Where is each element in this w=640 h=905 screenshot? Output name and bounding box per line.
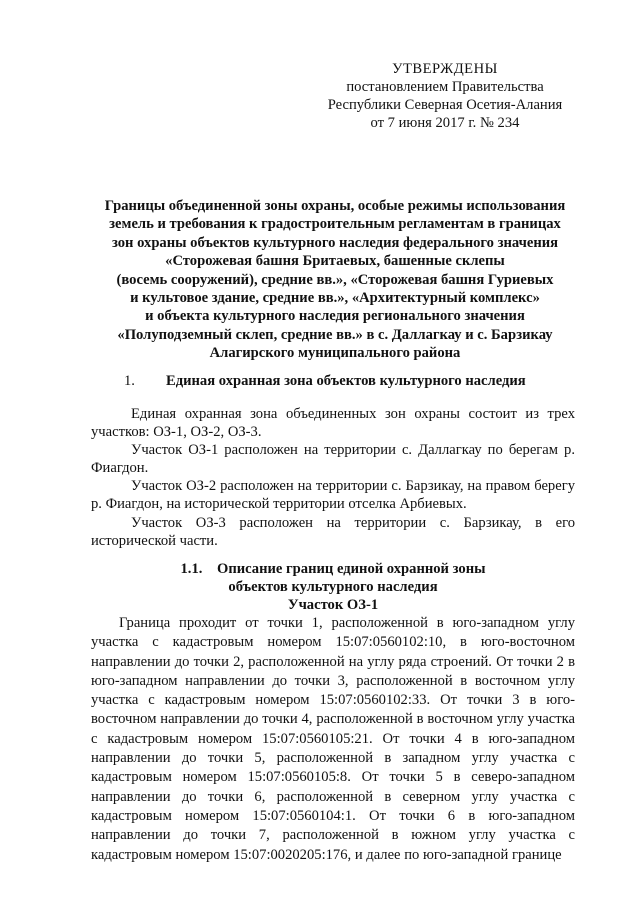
title-line: и культовое здание, средние вв.», «Архитектурный комплекс» — [130, 290, 540, 307]
subsection-title: 1.1. Описание границ единой охранной зоны — [180, 561, 486, 577]
approval-stamp — [300, 60, 590, 132]
paragraph: Единая охранная зона объединенных зон охраны состоит из трех участков: ОЗ-1, ОЗ-2, ОЗ-3. — [91, 406, 575, 441]
paragraph: Участок ОЗ-2 расположен на территории с. Барзикау, на правом берегу р. Фиагдон, на исторической территории отселка Арбиевых. — [91, 478, 575, 513]
section-number: 1. — [124, 373, 135, 389]
title-line: (восемь сооружений), средние вв.», «Сторожевая башня Гуриевых — [116, 271, 554, 288]
section-1-body — [91, 405, 575, 550]
boundary-description — [91, 614, 575, 865]
section-1-heading — [124, 372, 594, 390]
document-title — [80, 197, 590, 363]
approval-government: Республики Северная Осетия-Алания — [327, 97, 563, 114]
approval-heading: УТВЕРЖДЕНЫ — [392, 61, 498, 77]
subsection-title: объектов культурного наследия — [228, 579, 438, 596]
title-line: зон охраны объектов культурного наследия федерального значения — [111, 234, 559, 251]
paragraph: Участок ОЗ-1 расположен на территории с. Даллагкау по берегам р. Фиагдон. — [91, 442, 575, 477]
approval-issuer: постановлением Правительства — [346, 79, 544, 96]
subsection-1-1-heading — [91, 560, 575, 614]
section-title: Единая охранная зона объектов культурного наследия — [166, 373, 526, 389]
title-line: и объекта культурного наследия регионального значения — [145, 308, 525, 325]
title-line: земель и требования к градостроительным регламентам в границах — [109, 216, 561, 233]
plot-heading: Участок ОЗ-1 — [287, 597, 379, 614]
approval-date-number: от 7 июня 2017 г. № 234 — [370, 115, 520, 132]
title-line: Границы объединенной зоны охраны, особые режимы использования — [104, 198, 566, 214]
paragraph: Участок ОЗ-3 расположен на территории с. Барзикау, в его исторической части. — [91, 514, 575, 549]
title-line: Алагирского муниципального района — [209, 345, 461, 362]
title-line: «Полуподземный склеп, средние вв.» в с. Даллагкау и с. Барзикау — [117, 326, 553, 343]
paragraph: Граница проходит от точки 1, расположенной в юго-западном углу участка с кадастровым номером 15:07:0560102:10, в юго-восточном направлении до точки 2, расположенной на углу ряда строений. От точки 2 в юго-западном направлении до точки 3, расположенной в восточном углу участка с кадастровым номером 15:07:0560102:33. От точки 3 в юго-восточном направлении до точки 4, расположенной в восточном углу участка с кадастровым номером 15:07:0560105:21. От точки 4 в юго-западном направлении до точки 5, расположенной в западном углу участка с кадастровым номером 15:07:0560105:8. От точки 5 в северо-западном направлении до точки 6, расположенной в северном углу участка с кадастровым номером 15:07:0560104:1. От точки 6 в юго-западном направлении до точки 7, расположенной в южном углу участка с кадастровым номером 15:07:0020205:176, и далее по юго-западной границе — [91, 615, 575, 863]
title-line: «Сторожевая башня Бритаевых, башенные склепы — [165, 253, 505, 270]
